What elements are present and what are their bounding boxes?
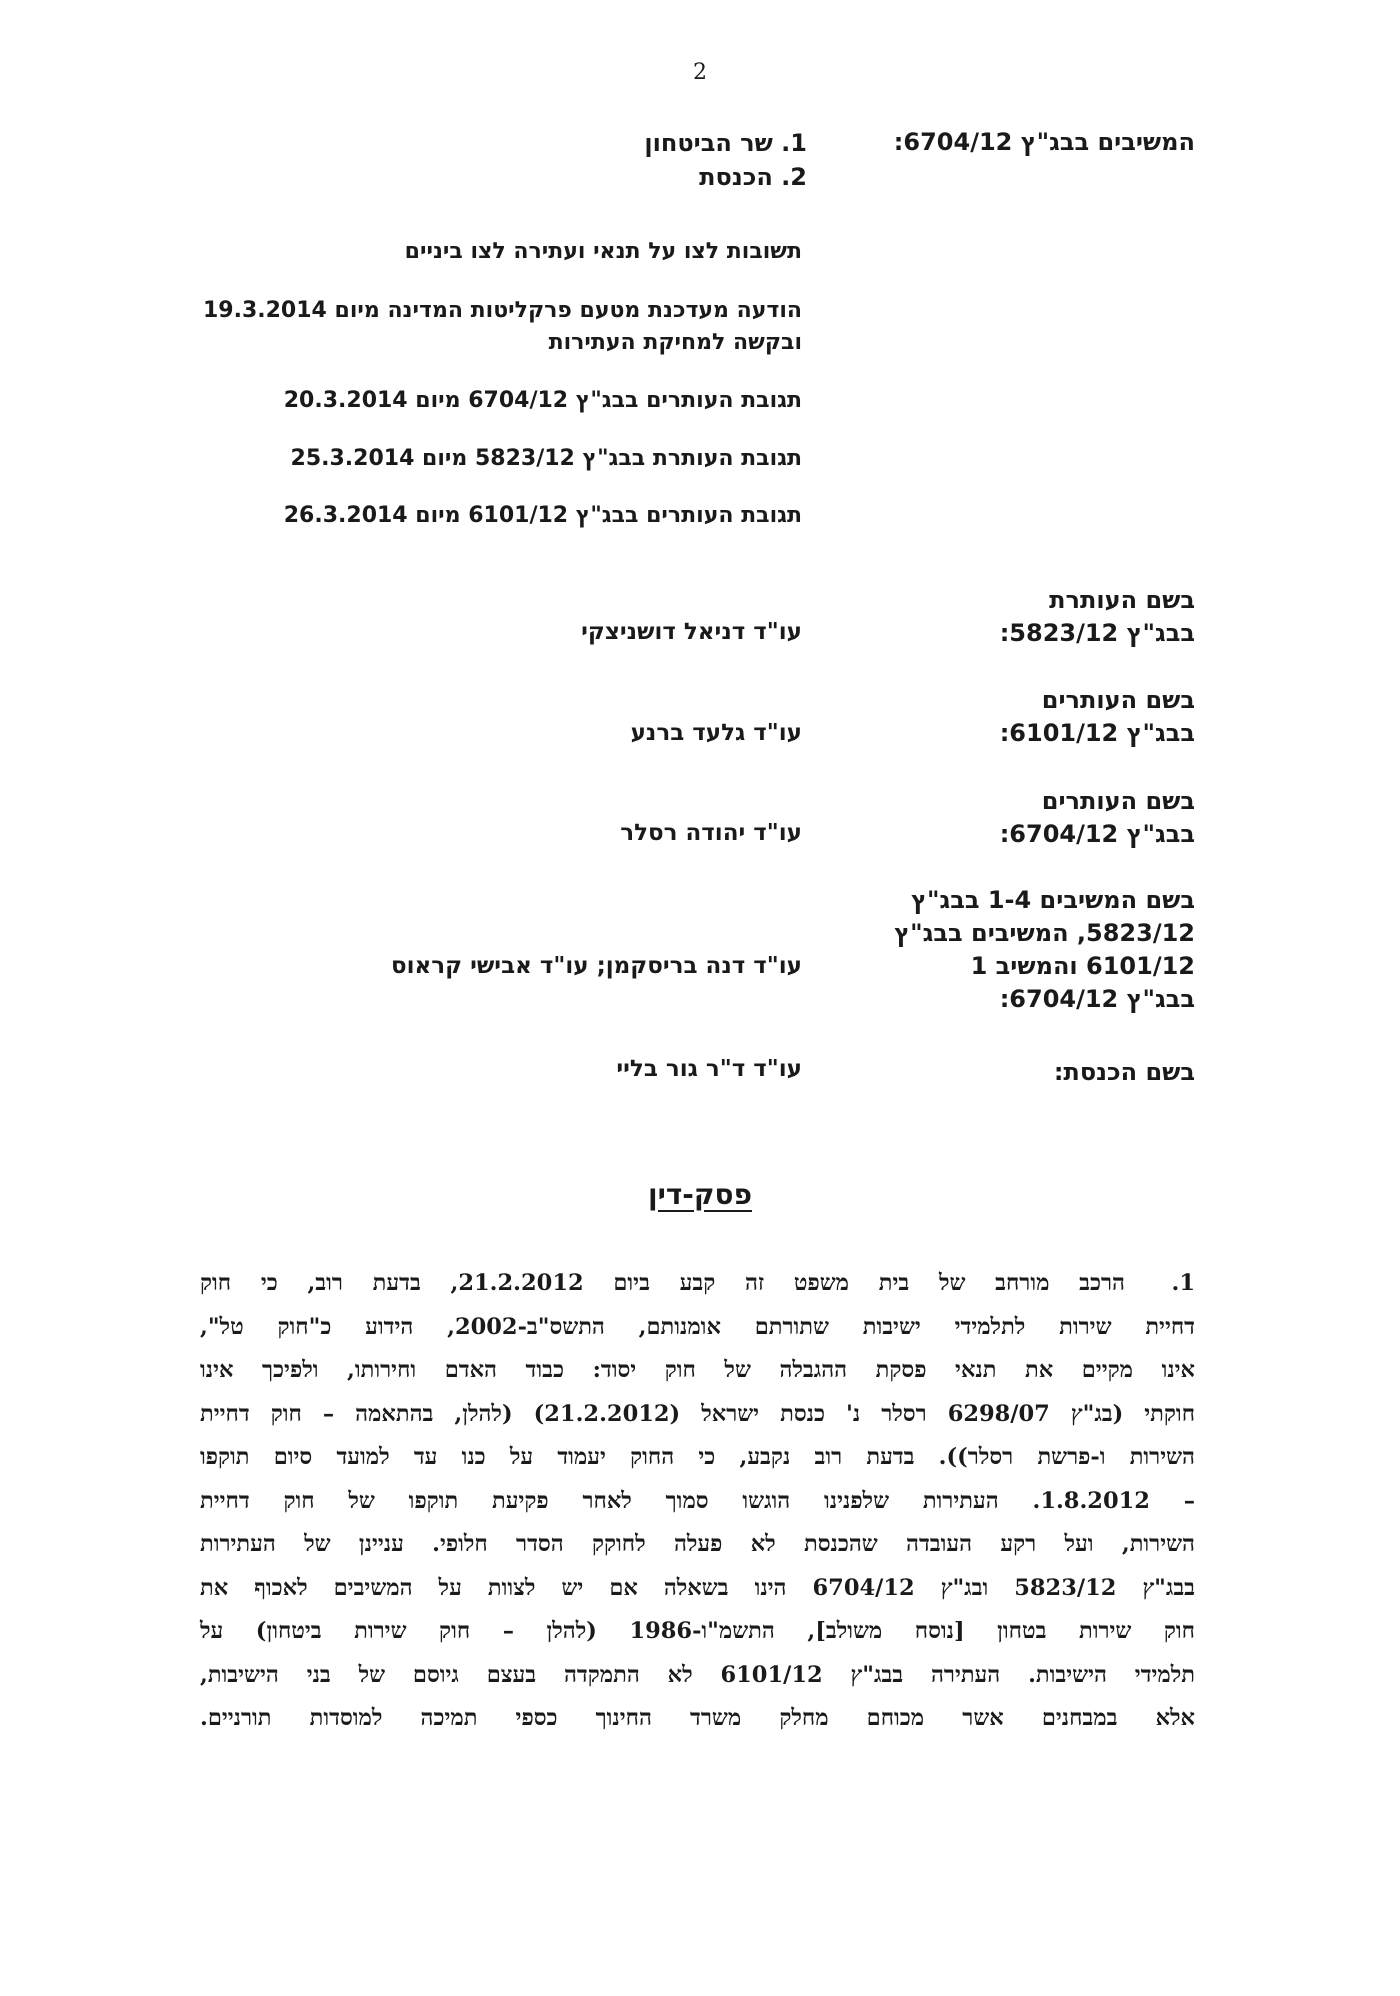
respondents-label: המשיבים בבג"ץ 6704/12: [893,128,1195,156]
paragraph-line: בבג"ץ 5823/12 ובג"ץ 6704/12 הינו בשאלה אם יש לצוות על המשיבים לאכוף את [200,1574,1196,1601]
paragraph-line: תלמידי הישיבות. העתירה בבג"ץ 6101/12 לא התמקדה בעצם גיוסם של בני הישיבות, [200,1661,1195,1688]
paragraph-line: חוקתי (בג"ץ 6298/07 רסלר נ' כנסת ישראל (21.2.2012) (להלן, בהתאמה – חוק דחיית [200,1400,1196,1427]
representative-label: בשם הכנסת: [1053,1058,1195,1086]
document-entry: תגובת העותרים בבג"ץ 6101/12 מיום 26.3.2014 [283,503,802,528]
representative-label: בשם העותרת בבג"ץ 5823/12: [999,586,1195,647]
paragraph-line: אינו מקיים את תנאי פסקת ההגבלה של חוק יסוד: כבוד האדם וחירותו, ולפיכך אינו [200,1357,1195,1383]
representative-name: עו"ד גלעד ברנע [630,720,802,746]
paragraph-line: השירות ו-פרשת רסלר)). בדעת רוב נקבע, כי החוק יעמוד על כנו עד למועד סיום תוקפו [200,1444,1195,1470]
verdict-title: פסק-דין [647,1178,752,1211]
paragraph-line: אלא במבחנים אשר מכוחם מחלק משרד החינוך כספי תמיכה למוסדות תורניים. [200,1705,1195,1731]
document-entry: הודעה מעדכנת מטעם פרקליטות המדינה מיום 19.3.2014 ובקשה למחיקת העתירות [202,298,802,355]
document-entry: תגובת העותרת בבג"ץ 5823/12 מיום 25.3.2014 [290,446,802,471]
paragraph-number: 1. [1171,1270,1195,1296]
representative-label: בשם העותרים בבג"ץ 6101/12: [999,686,1195,747]
document-entry: תשובות לצו על תנאי ועתירה לצו ביניים [404,239,802,264]
paragraph-line: 1.הרכב מורחב של בית משפט זה קבע ביום 21.2.2012, בדעת רוב, כי חוק [200,1262,1195,1306]
representative-label: בשם המשיבים 1-4 בבג"ץ 5823/12, המשיבים בבג"ץ 6101/12 והמשיב 1 בבג"ץ 6704/12: [894,886,1195,1013]
representative-name: עו"ד דניאל דושניצקי [581,619,802,645]
representative-name: עו"ד יהודה רסלר [620,820,802,846]
respondent-item: 1. שר הביטחון [644,129,807,157]
verdict-paragraph [200,1262,1195,1741]
representative-name: עו"ד דנה בריסקמן; עו"ד אבישי קראוס [391,953,802,979]
respondent-item: 2. הכנסת [699,163,807,191]
paragraph-line: חוק שירות בטחון [נוסח משולב], התשמ"ו-1986 (להלן – חוק שירות ביטחון) על [200,1618,1196,1644]
paragraph-line: – 1.8.2012. העתירות שלפנינו הוגשו סמוך לאחר פקיעת תוקפו של חוק דחיית [200,1487,1195,1514]
document-entry: תגובת העותרים בבג"ץ 6704/12 מיום 20.3.2014 [283,388,802,413]
representative-name: עו"ד ד"ר גור בליי [616,1056,802,1082]
paragraph-line: דחיית שירות לתלמידי ישיבות שתורתם אומנותם, התשס"ב-2002, הידוע כ"חוק טל", [200,1313,1195,1340]
representative-label: בשם העותרים בבג"ץ 6704/12: [999,787,1195,848]
respondents-list [644,126,807,194]
paragraph-line: השירות, ועל רקע העובדה שהכנסת לא פעלה לחוקק הסדר חלופי. עניינן של העתירות [200,1531,1195,1557]
page-number: 2 [693,60,707,85]
